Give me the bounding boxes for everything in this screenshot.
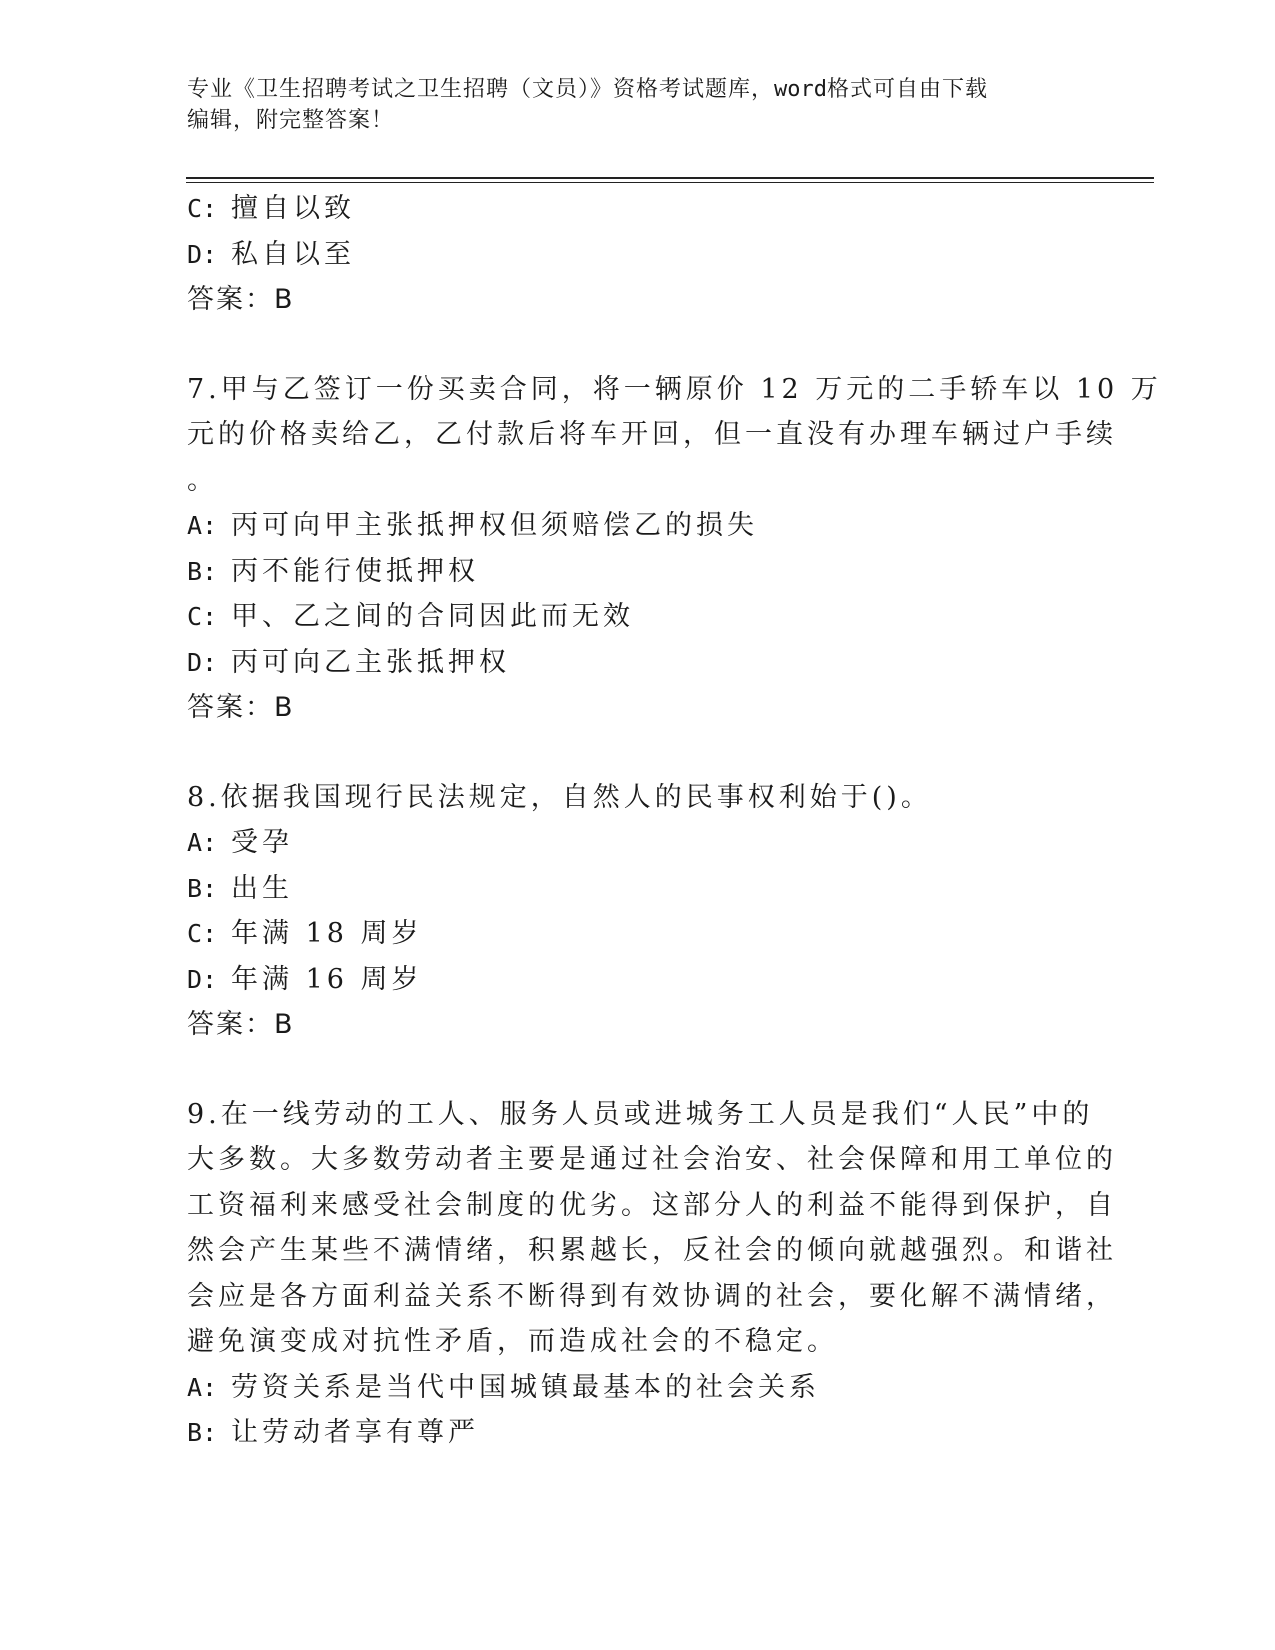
header-divider-thin: [186, 182, 1154, 183]
option-text: 受孕: [231, 827, 293, 858]
option-text: 擅自以致: [231, 193, 355, 224]
question-8-option-b: [187, 866, 1067, 912]
question-7-text: 7.甲与乙签订一份买卖合同，将一辆原价 12 万元的二手轿车以 10 万: [187, 373, 1162, 405]
option-text: 年满 16 周岁: [231, 963, 423, 995]
option-label: A:: [187, 511, 218, 540]
option-label: B:: [187, 556, 218, 586]
question-7-answer: 答案：B: [187, 692, 295, 723]
spacer: [187, 323, 1067, 367]
question-9-text: 9.在一线劳动的工人、服务人员或进城务工人员是我们“人民”中的: [187, 1098, 1094, 1130]
document-header: [187, 74, 1067, 136]
option-label: B:: [187, 873, 218, 903]
header-text: 专业《卫生招聘考试之卫生招聘（文员）》资格考试题库，: [187, 77, 775, 102]
question-8-option-c: [187, 911, 1067, 957]
option-text: 丙不能行使抵押权: [231, 555, 479, 587]
option-label: D:: [187, 964, 218, 994]
question-7-text: 。: [187, 464, 218, 496]
option-text: 让劳动者享有尊严: [231, 1417, 479, 1448]
option-label: C:: [187, 602, 218, 631]
question-9-option-b: [187, 1410, 1067, 1456]
option-label: A:: [187, 828, 218, 857]
question-9-text: 会应是各方面利益关系不断得到有效协调的社会，要化解不满情绪，: [187, 1280, 1117, 1312]
header-text-end: 格式可自由下载: [827, 77, 989, 102]
option-text: 年满 18 周岁: [231, 918, 423, 949]
spacer: [187, 731, 1067, 775]
question-9-text: 然会产生某些不满情绪，积累越长，反社会的倾向就越强烈。和谐社: [187, 1235, 1117, 1266]
option-text: 丙可向甲主张抵押权但须赔偿乙的损失: [231, 510, 758, 541]
question-8-option-d: [187, 957, 1067, 1003]
option-text: 丙可向乙主张抵押权: [231, 646, 510, 678]
question-7-text: 元的价格卖给乙，乙付款后将车开回，但一直没有办理车辆过户手续: [187, 419, 1117, 450]
option-label: A:: [187, 1372, 218, 1402]
option-text: 劳资关系是当代中国城镇最基本的社会关系: [231, 1371, 820, 1403]
option-label: D:: [187, 647, 218, 677]
option-text: 出生: [231, 872, 293, 904]
option-d: [187, 232, 1067, 278]
question-7-option-d: [187, 640, 1067, 686]
option-text: 甲、乙之间的合同因此而无效: [231, 601, 634, 632]
option-label: C:: [187, 919, 218, 948]
question-9-text: 工资福利来感受社会制度的优劣。这部分人的利益不能得到保护，自: [187, 1189, 1117, 1221]
question-content: [187, 186, 1162, 1456]
header-line-2: 编辑，附完整答案！: [187, 108, 395, 133]
spacer: [187, 1048, 1067, 1092]
question-7-option-c: [187, 594, 1067, 640]
question-8-text: 8.依据我国现行民法规定，自然人的民事权利始于()。: [187, 781, 932, 813]
question-9-text: 大多数。大多数劳动者主要是通过社会治安、社会保障和用工单位的: [187, 1144, 1117, 1175]
answer: 答案：B: [187, 284, 295, 315]
header-divider-thick: [186, 177, 1154, 179]
header-word-text: word: [774, 77, 827, 102]
option-c: [187, 186, 1067, 232]
question-7-option-b: [187, 549, 1067, 595]
question-8-option-a: [187, 820, 1067, 866]
option-label: B:: [187, 1418, 218, 1447]
question-8-answer: 答案：B: [187, 1009, 295, 1040]
option-text: 私自以至: [231, 238, 355, 270]
header-line-1: [187, 74, 1067, 105]
option-label: C:: [187, 194, 218, 223]
question-9-text: 避免演变成对抗性矛盾，而造成社会的不稳定。: [187, 1326, 838, 1357]
option-label: D:: [187, 239, 218, 269]
question-7-option-a: [187, 503, 1067, 549]
question-9-option-a: [187, 1365, 1067, 1411]
